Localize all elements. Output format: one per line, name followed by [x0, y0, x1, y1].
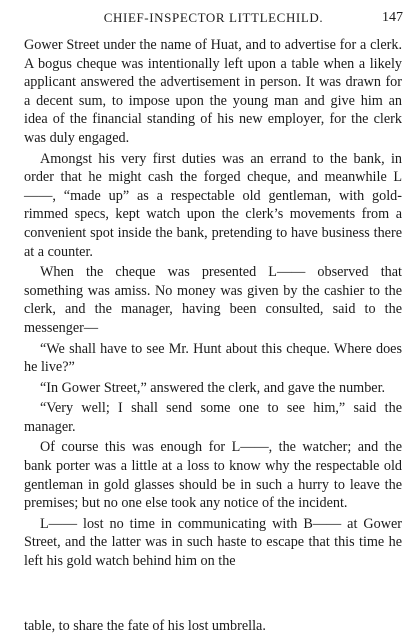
dialogue-paragraph: “Very well; I shall send some one to see him,” said the manager. [24, 400, 402, 435]
paragraph: Amongst his very first duties was an errand to the bank, in order that he might cash the forged cheque, and meanwhile L——, “made up” as a respectable old gentleman, with gold-rimmed specs, kept watch upon the clerk’s movements from a convenient spot inside the bank, pretending to have business there at a counter. [24, 150, 402, 260]
paragraph-continued: Gower Street under the name of Huat, and to advertise for a clerk. A bogus cheque was intentionally left upon a table when a likely applicant answered the advertisement in person. It was drawn for a decent sum, to impose upon the young man and give him an idea of the financial standing of his new employer, for the clerk was duly engaged. [24, 37, 402, 146]
body-text [24, 36, 402, 571]
running-title: CHIEF-INSPECTOR LITTLECHILD. [103, 10, 324, 25]
dialogue-paragraph: “In Gower Street,” answered the clerk, and gave the number. [40, 379, 386, 396]
paragraph: Of course this was enough for L——, the watcher; and the bank porter was a little at a loss to know why the respectable old gentleman in gold glasses should be in such a hurry to leave the premises; but no one else took any notice of the incident. [24, 439, 402, 512]
page-header [24, 10, 403, 30]
dialogue-paragraph: “We shall have to see Mr. Hunt about this cheque. Where does he live?” [24, 340, 402, 376]
paragraph: When the cheque was presented L—— observed that something was amiss. No money was given by the cashier to the clerk, and the manager, having been consulted, said to the messenger— [24, 264, 402, 336]
paragraph: L—— lost no time in communicating with B—— at Gower Street, and the latter was in such haste to escape that this time he left his gold watch behind him on the [24, 515, 402, 570]
cutoff-text-line: table, to share the fate of his lost umbrella. [24, 618, 266, 634]
page-number: 147 [382, 10, 403, 25]
